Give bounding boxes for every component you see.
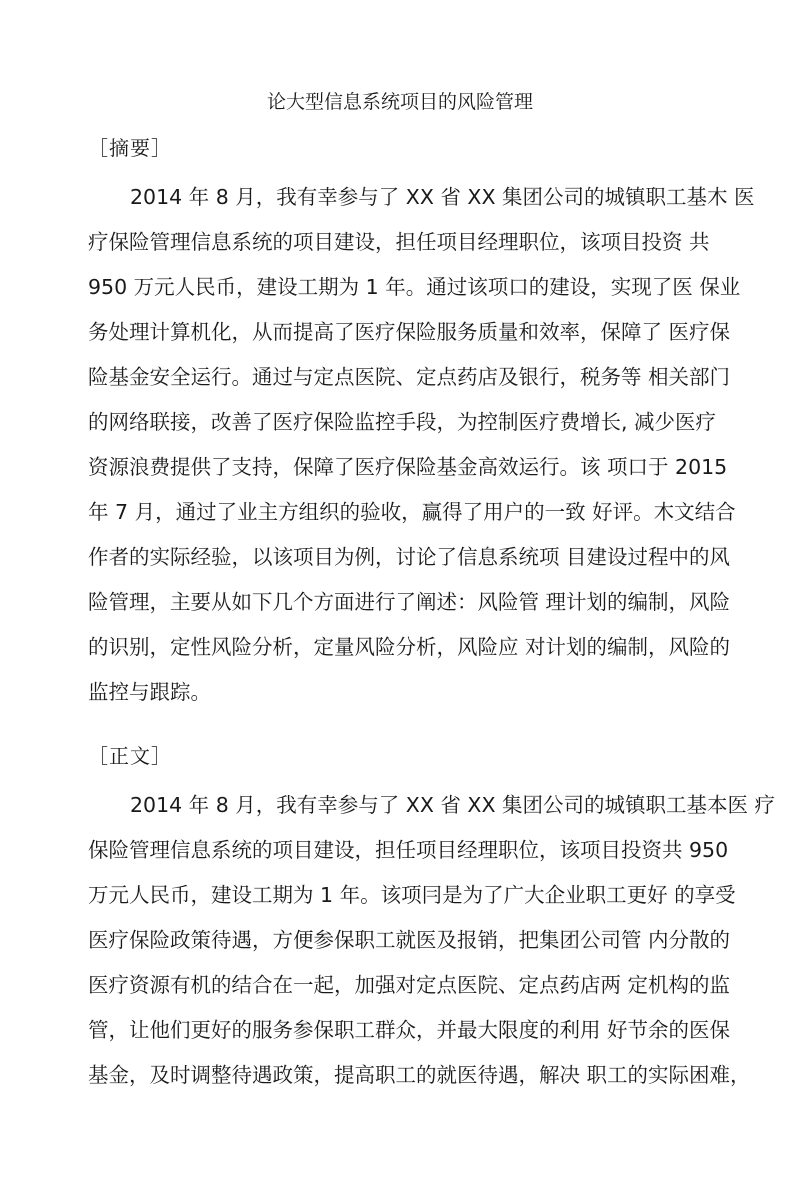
abstract-heading: ［摘要］: [88, 136, 172, 160]
text-line: 年 7 月，通过了业主方组织的验收，赢得了用户的一致 好评。木文结合: [88, 500, 736, 524]
text-line: 保险管理信息系统的项目建设，担任项目经理职位，该项目投资共 950: [88, 838, 729, 862]
text-line: 资源浪费提供了支持，保障了医疗保险基金高效运行。该 项口于 2015: [88, 455, 728, 479]
text-line: 2014 年 8 月，我有幸参与了 XX 省 XX 集团公司的城镇职工基本医 疗: [130, 793, 776, 817]
text-line: 险管理，主要从如下几个方面进行了阐述：风险管 理计划的编制，风险: [88, 590, 731, 614]
body-heading: ［正文］: [88, 744, 172, 768]
text-line: 管，让他们更好的服务参保职工群众，并最大限度的利用 好节余的医保: [88, 1018, 731, 1042]
abstract-paragraph: [88, 175, 755, 715]
text-line: 基金，及时调整待遇政策，提高职工的就医待遇，解决 职工的实际困难，: [88, 1063, 751, 1087]
text-line: 医疗保险政策待遇，方便参保职工就医及报销，把集团公司管 内分散的: [88, 928, 731, 952]
text-line: 务处理计算机化，从而提高了医疗保险服务质量和效率，保障了 医疗保: [88, 320, 731, 344]
text-line: 的识别，定性风险分析，定量风险分析，风险应 对计划的编制，风险的: [88, 635, 731, 659]
text-line: 950 万元人民币，建设工期为 1 年。通过该项口的建设，实现了医 保业: [88, 275, 741, 299]
text-line: 2014 年 8 月，我有幸参与了 XX 省 XX 集团公司的城镇职工基木 医: [130, 185, 755, 209]
text-line: 医疗资源有机的结合在一起，加强对定点医院、定点药店两 定机构的监: [88, 973, 731, 997]
text-line: 监控与跟踪。: [88, 680, 211, 704]
text-line: 万元人民币，建设工期为 1 年。该项冃是为了广大企业职工更好 的享受: [88, 883, 736, 907]
text-line: 险基金安全运行。通过与定点医院、定点药店及银行，税务等 相关部门: [88, 365, 731, 389]
page-title: 论大型信息系统项目的风险管理: [266, 91, 533, 113]
text-line: 疗保险管理信息系统的项目建设，担任项目经理职位，该项目投资 共: [88, 230, 710, 254]
text-line: 的网络联接，改善了医疗保险监控手段，为控制医疗费增长, 减少医疗: [88, 410, 717, 434]
text-line: 作者的实际经验，以该项目为例，讨论了信息系统项 目建设过程中的风: [88, 545, 731, 569]
body-paragraph: [88, 783, 776, 1098]
